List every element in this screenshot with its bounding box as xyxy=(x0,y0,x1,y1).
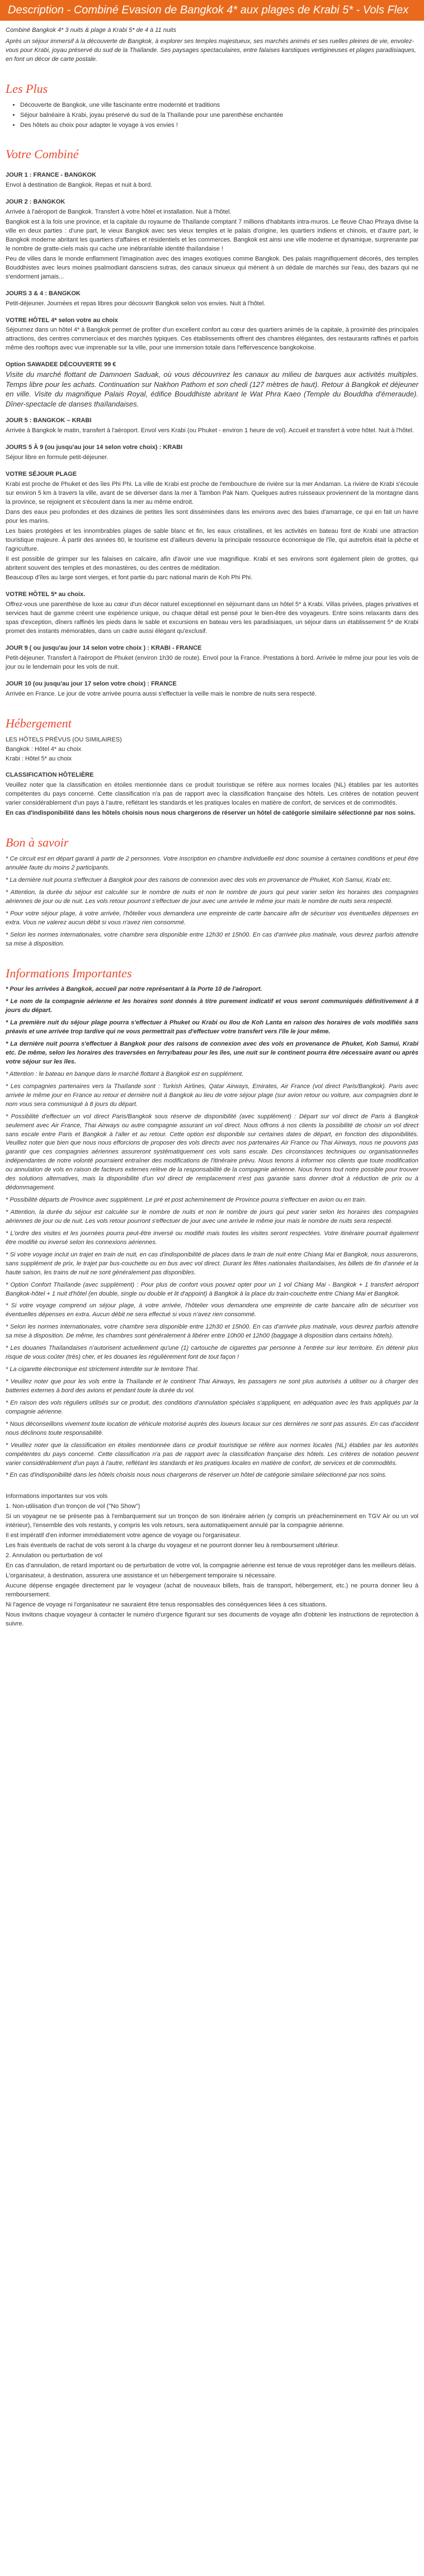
info-item: * Option Confort Thaïlande (avec supplément) : Pour plus de confort vous pouvez opter pour un 1 vol Chiang Mai - Bangkok + 1 transfert aéroport Bangkok-hôtel + 1 nuit d'hôtel (en double, single ou double et lit d'appoint) à Bangkok à la place du train-couchette entre Chiang Mai et Bangkok. xyxy=(6,1281,418,1297)
info-item: * Attention : le bateau en banque dans le marché flottant à Bangkok est en supplément. xyxy=(6,1070,244,1077)
info-item: * En cas d'indisponibilité dans les hôtels choisis nous nous chargerons de réserver un hôtel de catégorie similaire sélectionné par nos soins. xyxy=(6,1472,387,1479)
day-title: VOTRE SÉJOUR PLAGE xyxy=(6,471,77,478)
section-heading-combine: Votre Combiné xyxy=(6,147,79,162)
option-text: Visite du marché flottant de Damnoen Saduak, où vous découvrirez les canaux au milieu de barques aux activités multiples. Temps libre pour les achats. Continuation sur Nakhon Pathom et son chedi (127 mètres de haut). Retour à Bangkok et déjeuner en ville. Visite du magnifique Palais Royal, édifice Bouddhiste abritant le Wat Phra Kaeo (Temple du Bouddha d'émeraude). Dîner-spectacle de danses thaïlandaises. xyxy=(6,370,418,408)
bon-item: * La dernière nuit pourra s'effectuer à Bangkok pour des raisons de connexion avec des vols en provenance de Phuket, Koh Samui, Krabi etc. xyxy=(6,876,392,883)
day-text: Arrivée à l'aéroport de Bangkok. Transfert à votre hôtel et installation. Nuit à l'hôtel. xyxy=(6,209,232,216)
info-item: * La dernière nuit pourra s'effectuer à Bangkok pour des raisons de connexion avec des vols en provenance de Phuket, Koh Samui, Krabi etc. De même, selon les horaires des traversées en ferry/bateau pour les îles, une nuit sur le continent pourra être nécessaire avant ou après votre séjour sur les îles. xyxy=(6,1041,418,1065)
info-item: * Possibilité d'effectuer un vol direct Paris/Bangkok sous réserve de disponibilité (avec supplément) : Départ sur vol direct de Paris à Bangkok seulement avec Air France, Thai Airways ou autre compagnie assurant un vol direct. Nous offrons à nos clients la possibilité de choisir un vol direct sans escale entre Paris et Bangkok à l'aller et au retour. Cette option est disponible sur certaines dates de départ, en fonction des disponibilités. Veuillez noter que bien que nous nous efforcions de proposer des vols directs avec nos partenaires Air France ou Thai Airways, nous ne pouvons pas garantir que ces compagnies aériennes assureront systématiquement ces vols sans escale. Des circonstances techniques ou organisationnelles indépendantes de notre volonté pourraient entraîner des modifications de l'itinéraire prévu. Nous tenons à informer nos clients que toute modification ou annulation de vols en raison de facteurs externes relève de la responsabilité de la compagnie aérienne. Nous ferons tout notre possible pour trouver des solutions alternatives, mais la disponibilité d'un vol direct de remplacement n'est pas garantie sans donner droit à réduction de prix ou à dédommagement. xyxy=(6,1113,418,1192)
day-text: Beaucoup d'îles au large sont vierges, et font partie du parc national marin de Koh Phi Phi. xyxy=(6,574,253,582)
day-text: Arrivée à Bangkok le matin, transfert à l'aéroport. Envol vers Krabi (ou Phuket - environ 1 heure de vol). Accueil et transfert à votre hôtel. Nuit à l'hôtel. xyxy=(6,427,414,434)
flights-info-title: Informations importantes sur vos vols xyxy=(6,1493,108,1500)
day-text: Séjournez dans un hôtel 4* à Bangkok permet de profiter d'un excellent confort au cœur des quartiers animés de la capitale, à proximité des principales attractions, des centres commerciaux et des marchés typiques. Ces établissements offrent des chambres élégantes, des restaurants raffinés et parfois même des rooftops avec vue imprenable sur la ville, pour une immersion totale dans l'effervescence bangkokoise. xyxy=(6,327,418,352)
info-item: * Possibilité départs de Province avec supplément. Le pré et post acheminement de Province pourra s'effectuer en avion ou en train. xyxy=(6,1197,366,1204)
day-title: JOUR 5 : BANGKOK – KRABI xyxy=(6,417,92,424)
day-text: Il est possible de grimper sur les falaises en calcaire, afin d'avoir une vue magnifique. Krabi et ses environs sont également plein de grottes, qui abritent souvent des temples et des monastères, ou des centres de méditation. xyxy=(6,555,418,571)
day-text: Krabi est proche de Phuket et des îles Phi Phi. La ville de Krabi est proche de l'embouchure de rivière sur la mer Andaman. La rivière de Krabi s'écoule sur environ 5 km à travers la ville, avant de se déverser dans la mer à Tambon Pak Nam. Quelques autres ruisseaux proviennent de la montagne dans la province, se rejoignent et s'écoulent dans la mer au même endroit. xyxy=(6,481,418,505)
flight-info-item: Les frais éventuels de rachat de vols seront à la charge du voyageur et ne pourront donner lieu à remboursement ultérieur. xyxy=(6,1542,340,1549)
itinerary-day xyxy=(6,680,418,699)
classification-title: CLASSIFICATION HÔTELIÈRE xyxy=(6,772,94,779)
info-item: * L'ordre des visites et les journées pourra peut-être inversé ou modifié mais toutes les visites seront respectées. Votre itinéraire pourrait également être modifié ou inversé selon les connexions aériennes. xyxy=(6,1230,418,1246)
day-title: JOUR 1 : FRANCE - BANGKOK xyxy=(6,172,96,179)
day-text: Les baies protégées et les innombrables plages de sable blanc et fin, les eaux cristallines, et les activités en bateau font de Krabi une attraction touristique majeure. À partir des années 80, le tourisme est d'ailleurs devenu la principale ressource économique de l'île, qui autrefois était la pêche et l'agriculture. xyxy=(6,527,418,552)
itinerary-day xyxy=(6,290,418,309)
day-title: JOURS 5 À 9 (ou jusqu'au jour 14 selon votre choix) : KRABI xyxy=(6,444,183,451)
itinerary-day xyxy=(6,316,418,353)
info-item: * Nous déconseillons vivement toute location de véhicule motorisé auprès des loueurs locaux sur ces dernières ne sont pas assurés. En cas d'accident nous déclinons toute responsabilité. xyxy=(6,1420,418,1436)
flights-info xyxy=(6,1492,418,1628)
bon-item: * Attention, la durée du séjour est calculée sur le nombre de nuits et non le nombre de jours qui peut varier selon les horaires des compagnies aériennes de jour ou de nuit. Les vols retour pourront s'effectuer de jour avec une arrivée le même jour mais le nombre de nuits sera respecté. xyxy=(6,888,418,905)
day-title: JOUR 9 ( ou jusqu'au jour 14 selon votre choix ) : KRABI - FRANCE xyxy=(6,645,202,652)
day-text: Offrez-vous une parenthèse de luxe au cœur d'un décor naturel exceptionnel en séjournant dans un hôtel 5* à Krabi. Villas privées, plages privatives et services haut de gamme créent une expérience unique, ou chaque détail est pensé pour le bien-être des voyageurs. Entre soins relaxants dans des spas d'exception, dîners raffinés les pieds dans le sable et excursions en bateau vers les paradisiaques, un séjour dans un établissement 5* de Krabi promet des instants mémorables, dans un cadre aussi élégant qu'exclusif. xyxy=(6,601,418,635)
bon-item: * Pour votre séjour plage, à votre arrivée, l'hôtelier vous demandera une empreinte de carte bancaire afin de sécuriser vos éventuelles dépenses en extra. Vous ne valerez aucun débit si vous n'avez rien consommé. xyxy=(6,910,418,926)
bon-item: * Ce circuit est en départ garanti à partir de 2 personnes. Votre inscription en chambre individuelle est donc soumise à certaines conditions et peut être annulée faute du moins 2 participants. xyxy=(6,855,418,871)
day-title: JOURS 3 & 4 : BANGKOK xyxy=(6,290,81,297)
info-item: * La première nuit du séjour plage pourra s'effectuer à Phuket ou Krabi ou Ilou de Koh Lanta en raison des horaires de vols modifiés sans préavis et une arrivée trop tardive qui ne vous permettrait pas d'effectuer votre transfert vers l'île le jour même. xyxy=(6,1019,418,1036)
day-title: JOUR 10 (ou jusqu'au jour 17 selon votre choix) : FRANCE xyxy=(6,680,177,687)
day-text: Arrivée en France. Le jour de votre arrivée pourra aussi s'effectuer la veille mais le nombre de nuits sera respecté. xyxy=(6,690,317,697)
info-item: * Veuillez noter que la classification en étoiles mentionnée dans ce produit touristique se réfère aux normes locales (NL) établies par les autorités compétentes du pays concerné. Cette classification n'a pas de rapport avec la classification française des hôtels. Les critères de notation peuvent varier considérablement d'un pays à l'autre, reflétant les standards et les pratiques locales en matière de confort, de services et de commodités. xyxy=(6,1441,418,1467)
section-heading-info: Informations Importantes xyxy=(6,966,132,980)
section-heading-plus: Les Plus xyxy=(6,81,48,96)
flight-info-item: Il est impératif d'en informer immédiatement votre agence de voyage ou l'organisateur. xyxy=(6,1532,241,1539)
intro-subtitle: Combiné Bangkok 4* 3 nuits & plage à Krabi 5* de 4 à 11 nuits xyxy=(6,27,176,34)
section-heading-hebergement: Hébergement xyxy=(6,716,72,730)
important-info xyxy=(6,985,418,1480)
flight-info-item: Aucune dépense engagée directement par le voyageur (achat de nouveaux billets, frais de transport, hébergement, etc.) ne pourra donner lieu à remboursement. xyxy=(6,1582,418,1598)
hotels-title: LES HÔTELS PRÉVUS (OU SIMILAIRES) xyxy=(6,736,122,743)
flight-info-item: Si un voyageur ne se présente pas à l'embarquement sur un tronçon de son itinéraire aérien (y compris un préacheminement en TGV Air ou un vol intérieur), l'ensemble des vols restants, y compris les vols retours, sera automatiquement annulé par la compagnie aérienne. xyxy=(6,1513,418,1529)
itinerary-day xyxy=(6,470,418,583)
info-item: * Attention, la durée du séjour est calculée sur le nombre de nuits et non le nombre de jours qui peut varier selon les horaires des compagnies aériennes de jour ou de nuit. Les vols retour pourront s'effectuer de jour avec une arrivée le même jour mais le nombre de nuits sera respecté. xyxy=(6,1209,418,1225)
flight-info-item: 2. Annulation ou perturbation de vol xyxy=(6,1552,103,1559)
itinerary-day xyxy=(6,171,418,190)
bon-a-savoir xyxy=(6,855,418,948)
option-block xyxy=(6,361,418,409)
flight-info-item: Ni l'agence de voyage ni l'organisateur ne sauraient être tenus responsables des conséquences liées à ces situations. xyxy=(6,1601,327,1608)
intro xyxy=(6,26,418,64)
hotel-line: Krabi : Hôtel 5* au choix xyxy=(6,755,72,762)
day-text: Dans des eaux peu profondes et des dizaines de petites îles sont disséminées dans les environs avec des baies d'amarrage, ce qui en fait un havre pour les marins. xyxy=(6,508,418,524)
section-heading-bon: Bon à savoir xyxy=(6,835,69,850)
day-text: Envol à destination de Bangkok. Repas et nuit à bord. xyxy=(6,182,153,189)
day-title: JOUR 2 : BANGKOK xyxy=(6,198,65,206)
day-text: Bangkok est à la fois une province, et la capitale du royaume de Thaïlande comptant 7 millions d'habitants intra-muros. Le fleuve Chao Phraya divise la ville en deux parties : d'une part, le vieux Bangkok avec ses vieux temples et le palais d'origine, les quartiers indiens et chinois, et d'autre part, le Bangkok moderne abritant les quartiers d'affaires et résidentiels et les commerces. Bangkok est ainsi une ville moderne et dynamique, surprenante par le nombre de gratte-ciels mais qui cache une inébranlable identité thaïlandaise ! xyxy=(6,219,418,252)
info-item: * En raison des vols réguliers utilisés sur ce produit, des conditions d'annulation spéciales s'appliquent, en adéquation avec les frais appliqués par la compagnie aérienne. xyxy=(6,1399,418,1415)
info-item: * Les compagnies partenaires vers la Thaïlande sont : Turkish Airlines, Qatar Airways, Emirates, Air France (vol direct Paris/Bangkok). Paris avec arrivée le même jour en France au retour et dernière nuit à Bangkok au lieu de votre séjour plage (sur avion retour ou voiture, aux compagnies dont le nom vous sera communiqué à 8 jours du départ. xyxy=(6,1083,418,1108)
plus-list xyxy=(6,101,418,130)
info-item: * Veuillez noter que pour les vols entre la Thaïlande et le continent Thai Airways, les passagers ne sont plus autorisés à utiliser ou à charger des batteries externes à bord des avions et pendant toute la durée du vol. xyxy=(6,1378,418,1394)
flight-info-item: En cas d'annulation, de retard important ou de perturbation de votre vol, la compagnie aérienne est tenue de vous reprotéger dans les meilleurs délais. xyxy=(6,1562,417,1569)
plus-item: • Séjour balnéaire à Krabi, joyau préservé du sud de la Thaïlande pour une parenthèse enchantée xyxy=(20,111,418,120)
info-item: * Les douanes Thaïlandaises n'autorisent actuellement qu'une (1) cartouche de cigarettes par personne à l'entrée sur leur territoire. En détenir plus risque de vous coûter (très) cher, et les douanes les régulièrement font de tout façon ! xyxy=(6,1345,418,1361)
flight-info-item: 1. Non-utilisation d'un tronçon de vol ("No Show") xyxy=(6,1503,140,1510)
plus-item: • Des hôtels au choix pour adapter le voyage à vos envies ! xyxy=(20,121,418,130)
hotels-block xyxy=(6,736,418,819)
flight-info-item: Nous invitons chaque voyageur à contacter le numéro d'urgence figurant sur ses documents de voyage afin d'obtenir les instructions de reprotection à suivre. xyxy=(6,1611,418,1627)
day-text: Peu de villes dans le monde enflamment l'imagination avec des images exotiques comme Bangkok. Des palais magnifiquement décorés, des temples Bouddhistes avec leurs moines psalmodiant dansciens sutras, des canaux sinueux qui mènent à un dédale de marchés sur l'eau, des bazars qui ne s'endorment jamais... xyxy=(6,255,418,280)
flight-info-item: L'organisateur, à destination, assurera une assistance et un hébergement temporaire si nécessaire. xyxy=(6,1572,276,1579)
info-item: * Selon les normes internationales, votre chambre sera disponible entre 12h30 et 15h00. En cas d'arrivée plus matinale, vous devrez parfois attendre sa mise à disposition. De même, les chambres sont généralement à libérer entre 10h00 et 12h00 (baggage à disposition dans certains hôtels). xyxy=(6,1324,418,1340)
classification-note: En cas d'indisponibilité dans les hôtels choisis nous nous chargerons de réserver un hôtel de catégorie similaire sélectionné par nos soins. xyxy=(6,810,416,817)
option-title: Option SAWADEE DÉCOUVERTE 99 € xyxy=(6,361,116,368)
itinerary-day xyxy=(6,443,418,462)
intro-text: Après un séjour immersif à la découverte de Bangkok, à explorer ses temples majestueux, ses marchés animés et ses ruelles pleines de vie, envolez-vous pour Krabi, joyau préservé du sud de la Thaïlande. Ses paysages spectaculaires, entre falaises karstiques vertigineuses et plages paradisiaques, en font un décor de carte postale. xyxy=(6,37,416,63)
itinerary-day xyxy=(6,644,418,672)
classification-text: Veuillez noter que la classification en étoiles mentionnée dans ce produit touristique se réfère aux normes locales (NL) établies par les autorités compétentes du pays concerné. Cette classification n'a pas de rapport avec la classification française des hôtels. Les critères de notation peuvent varier considérablement d'un pays à l'autre, reflétant les standards et les pratiques locales en matière de confort, de services et de commodités. xyxy=(6,782,418,807)
page-title: Description - Combiné Evasion de Bangkok 4* aux plages de Krabi 5* - Vols Flex xyxy=(0,0,424,21)
itinerary-day xyxy=(6,417,418,436)
itinerary-days-2 xyxy=(6,417,418,698)
info-item: * Le nom de la compagnie aérienne et les horaires sont donnés à titre purement indicatif et vous seront communiqués définitivement à 8 jours du départ. xyxy=(6,998,418,1014)
bon-item: * Selon les normes internationales, votre chambre sera disponible entre 12h30 et 15h00. En cas d'arrivée plus matinale, vous devrez parfois attendre sa mise à disposition. xyxy=(6,931,418,947)
itinerary-day xyxy=(6,198,418,281)
plus-item: • Découverte de Bangkok, une ville fascinante entre modernité et traditions xyxy=(20,101,418,110)
day-title: VOTRE HÔTEL 5* au choix. xyxy=(6,591,86,598)
itinerary-day xyxy=(6,590,418,636)
itinerary-days xyxy=(6,171,418,353)
info-item: * La cigarette électronique est strictement interdite sur le territoire Thaï. xyxy=(6,1366,200,1373)
hotel-line: Bangkok : Hôtel 4* au choix xyxy=(6,745,82,753)
day-text: Petit-déjeuner. Transfert à l'aéroport de Phuket (environ 1h30 de route). Envol pour la France. Prestations à bord. Arrivée le même jour pour les vols de jour ou le lendemain pour les vols de nuit. xyxy=(6,655,418,670)
day-text: Séjour libre en formule petit-déjeuner. xyxy=(6,454,109,461)
info-item: * Pour les arrivées à Bangkok, accueil par notre représentant à la Porte 10 de l'aéroport. xyxy=(6,986,262,993)
day-title: VOTRE HÔTEL 4* selon votre au choix xyxy=(6,316,118,324)
info-item: * Si votre voyage inclut un trajet en train de nuit, en cas d'indisponibilité de places dans le train de nuit entre Chiang Mai et Bangkok, nous assurerons, sans supplément de prix, le trajet par bus-couchette ou en bus avec vol direct. Durant les fêtes nationales thaïlandaises, les billets de fin d'année et la haute saison, les trains de nuit ne sont généralement pas disponibles. xyxy=(6,1251,418,1276)
day-text: Petit-déjeuner. Journées et repas libres pour découvrir Bangkok selon vos envies. Nuit à l'hôtel. xyxy=(6,300,266,307)
info-item: * Si votre voyage comprend un séjour plage, à votre arrivée, l'hôtelier vous demandera une empreinte de carte bancaire afin de sécuriser vos éventuelles dépenses en extra. Aucun débit ne sera effectué si vous n'avez rien consommé. xyxy=(6,1302,418,1318)
